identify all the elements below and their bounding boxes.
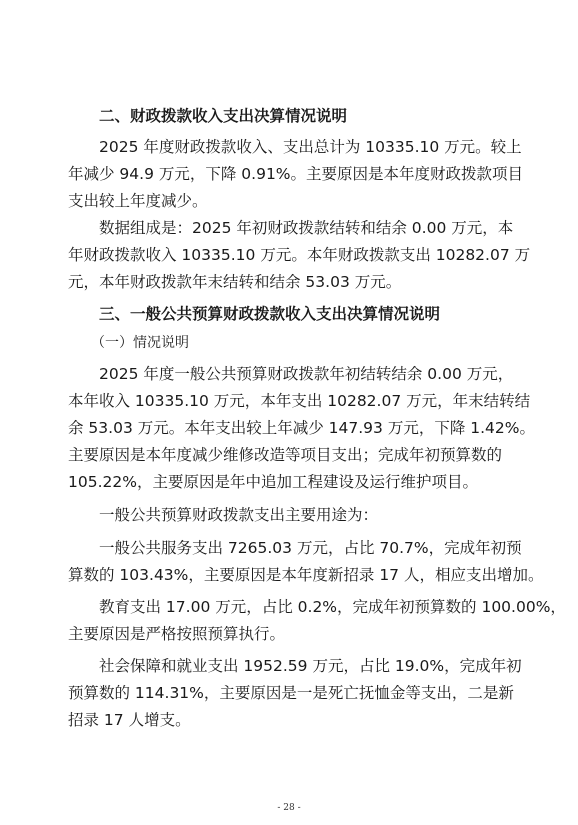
paragraph-line: 支出较上年度减少。 (68, 192, 208, 210)
subsection-heading: （一）情况说明 (91, 335, 189, 351)
paragraph-line: 社会保障和就业支出 1952.59 万元，占比 19.0%，完成年初 (99, 657, 522, 675)
paragraph-line: 105.22%，主要原因是年中追加工程建设及运行维护项目。 (68, 473, 478, 491)
paragraph-line: 算数的 103.43%，主要原因是本年度新招录 17 人，相应支出增加。 (68, 566, 544, 584)
section-heading: 二、财政拨款收入支出决算情况说明 (99, 107, 348, 125)
section-heading: 三、一般公共预算财政拨款收入支出决算情况说明 (99, 305, 441, 323)
paragraph-line: 2025 年度一般公共预算财政拨款年初结转结余 0.00 万元， (99, 365, 514, 383)
paragraph-line: 主要原因是本年度减少维修改造等项目支出；完成年初预算数的 (68, 446, 503, 464)
paragraph-line: 一般公共服务支出 7265.03 万元，占比 70.7%，完成年初预 (99, 539, 522, 557)
paragraph-line: 招录 17 人增支。 (68, 711, 191, 729)
paragraph-line: 主要原因是严格按照预算执行。 (68, 625, 286, 643)
paragraph-line: 数据组成是：2025 年初财政拨款结转和结余 0.00 万元，本 (99, 219, 514, 237)
page-number: - 28 - (277, 803, 301, 813)
paragraph-line: 一般公共预算财政拨款支出主要用途为： (99, 506, 379, 524)
paragraph-line: 预算数的 114.31%，主要原因是一是死亡抚恤金等支出，二是新 (68, 684, 514, 702)
paragraph-line: 教育支出 17.00 万元，占比 0.2%，完成年初预算数的 100.00%， (99, 598, 566, 616)
paragraph-line: 2025 年度财政拨款收入、支出总计为 10335.10 万元。较上 (99, 138, 522, 156)
paragraph-line: 本年收入 10335.10 万元，本年支出 10282.07 万元，年末结转结 (68, 392, 531, 410)
paragraph-line: 余 53.03 万元。本年支出较上年减少 147.93 万元，下降 1.42%。 (68, 419, 535, 437)
paragraph-line: 年财政拨款收入 10335.10 万元。本年财政拨款支出 10282.07 万 (68, 246, 531, 264)
paragraph-line: 年减少 94.9 万元，下降 0.91%。主要原因是本年度财政拨款项目 (68, 165, 524, 183)
paragraph-line: 元，本年财政拨款年末结转和结余 53.03 万元。 (68, 273, 402, 291)
